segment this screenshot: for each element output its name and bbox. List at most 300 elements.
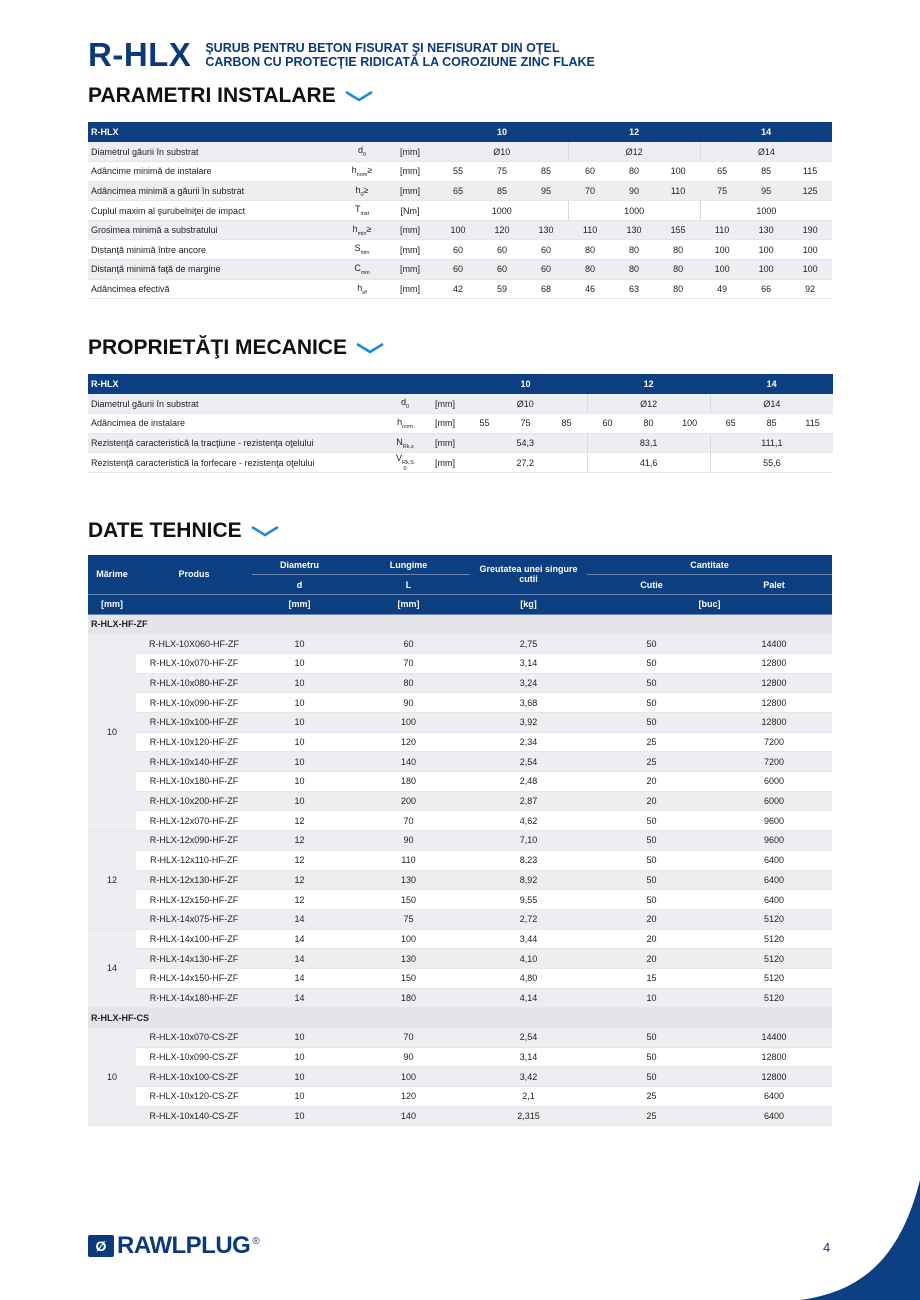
pallet-qty-cell: 5120 <box>716 929 832 949</box>
install-row-value: 60 <box>480 240 524 260</box>
symbol-comparator: ≥ <box>367 164 373 175</box>
table-row <box>88 693 832 713</box>
mech-row-value: Ø12 <box>587 394 710 414</box>
logo-mark: Ø <box>88 1235 114 1257</box>
box-qty-cell: 50 <box>587 870 716 890</box>
symbol-comparator: ≥ <box>363 184 369 195</box>
mech-row-label: Rezistenţă caracteristică la tracţiune - rezistenţa oţelului <box>88 433 384 453</box>
install-row-value: 75 <box>480 162 524 182</box>
mech-row-value: 80 <box>628 414 669 434</box>
install-row-value: 85 <box>744 162 788 182</box>
mech-row-symbol <box>384 394 426 414</box>
chevron-down-icon <box>344 89 374 103</box>
table-row <box>88 909 832 929</box>
box-qty-cell: 20 <box>587 791 716 811</box>
mech-row-value: Ø10 <box>464 394 587 414</box>
mech-row-value: 41,6 <box>587 453 710 473</box>
product-code-cell: R-HLX-10x200-HF-ZF <box>136 791 252 811</box>
length-cell: 100 <box>347 1067 470 1087</box>
mech-row-label: Rezistenţă caracteristică la forfecare - rezistenţa oţelului <box>88 453 384 473</box>
symbol-subscript: nom <box>402 423 413 430</box>
box-qty-cell: 50 <box>587 653 716 673</box>
length-cell: 140 <box>347 1106 470 1126</box>
tech-section-title <box>88 519 280 543</box>
pallet-qty-cell: 14400 <box>716 1028 832 1048</box>
install-row-label: Cuplul maxim al şurubelniţei de impact <box>88 201 340 221</box>
mech-row-value: 85 <box>546 414 587 434</box>
subtitle-line-2: CARBON CU PROTECŢIE RIDICATĂ LA COROZIUNE ZINC FLAKE <box>205 54 595 69</box>
pallet-qty-cell: 12800 <box>716 1047 832 1067</box>
weight-cell: 2,315 <box>470 1106 587 1126</box>
tech-unit-d: [mm] <box>252 594 347 614</box>
diameter-cell: 10 <box>252 1028 347 1048</box>
weight-cell: 8,92 <box>470 870 587 890</box>
length-cell: 60 <box>347 634 470 654</box>
diameter-cell: 12 <box>252 890 347 910</box>
box-qty-cell: 50 <box>587 850 716 870</box>
length-cell: 75 <box>347 909 470 929</box>
weight-cell: 3,14 <box>470 653 587 673</box>
table-row <box>88 1106 832 1126</box>
product-code-cell: R-HLX-10x070-HF-ZF <box>136 653 252 673</box>
mech-row <box>88 453 833 473</box>
product-code-cell: R-HLX-10x090-CS-ZF <box>136 1047 252 1067</box>
install-row-symbol <box>340 279 384 299</box>
install-row-value: Ø14 <box>700 142 832 162</box>
install-row <box>88 142 832 162</box>
mech-row <box>88 433 833 453</box>
length-cell: 180 <box>347 988 470 1008</box>
mech-row-unit: [mm] <box>426 394 464 414</box>
box-qty-cell: 25 <box>587 752 716 772</box>
install-row-value: 46 <box>568 279 612 299</box>
install-row <box>88 220 832 240</box>
table-row <box>88 713 832 733</box>
mech-row-value: 65 <box>710 414 751 434</box>
table-row <box>88 949 832 969</box>
symbol-subscript: 0 <box>362 151 367 158</box>
table-row <box>88 831 832 851</box>
diameter-cell: 10 <box>252 1067 347 1087</box>
rawlplug-logo <box>88 1232 260 1260</box>
tech-head-len: Lungime <box>347 555 470 575</box>
table-row <box>88 1067 832 1087</box>
install-row-value: 42 <box>436 279 480 299</box>
install-row-value: 95 <box>744 181 788 201</box>
weight-cell: 2,54 <box>470 752 587 772</box>
install-row-value: 55 <box>436 162 480 182</box>
table-row <box>88 890 832 910</box>
install-row-value: 49 <box>700 279 744 299</box>
length-cell: 90 <box>347 1047 470 1067</box>
mech-table <box>88 374 833 473</box>
product-code-cell: R-HLX-10x180-HF-ZF <box>136 772 252 792</box>
diameter-cell: 10 <box>252 713 347 733</box>
install-row-value: 70 <box>568 181 612 201</box>
mech-header-row <box>88 374 833 394</box>
table-row <box>88 791 832 811</box>
box-qty-cell: 25 <box>587 732 716 752</box>
diameter-cell: 10 <box>252 653 347 673</box>
table-row <box>88 1047 832 1067</box>
mech-title-text: PROPRIETĂŢI MECANICE <box>88 336 348 359</box>
box-qty-cell: 15 <box>587 968 716 988</box>
weight-cell: 3,14 <box>470 1047 587 1067</box>
install-row-value: 92 <box>788 279 832 299</box>
install-row-value: 60 <box>436 240 480 260</box>
length-cell: 110 <box>347 850 470 870</box>
length-cell: 130 <box>347 870 470 890</box>
install-row-value: 68 <box>524 279 568 299</box>
install-row-value: 100 <box>744 260 788 280</box>
mech-row-value: 60 <box>587 414 628 434</box>
length-cell: 90 <box>347 693 470 713</box>
diameter-cell: 14 <box>252 988 347 1008</box>
pallet-qty-cell: 6400 <box>716 870 832 890</box>
product-code-cell: R-HLX-12x070-HF-ZF <box>136 811 252 831</box>
weight-cell: 2,54 <box>470 1028 587 1048</box>
product-code-cell: R-HLX-14x100-HF-ZF <box>136 929 252 949</box>
install-row-value: 63 <box>612 279 656 299</box>
install-header-size-12: 12 <box>568 122 700 142</box>
diameter-cell: 10 <box>252 752 347 772</box>
mech-row-value: 85 <box>751 414 792 434</box>
product-code-cell: R-HLX-10x140-CS-ZF <box>136 1106 252 1126</box>
install-row-value: 80 <box>612 240 656 260</box>
diameter-cell: 10 <box>252 1047 347 1067</box>
weight-cell: 9,55 <box>470 890 587 910</box>
install-section-title <box>88 84 374 108</box>
symbol-subscript-2: 0 <box>403 466 407 473</box>
install-row-value: 1000 <box>568 201 700 221</box>
install-row-value: 80 <box>612 260 656 280</box>
weight-cell: 2,72 <box>470 909 587 929</box>
length-cell: 200 <box>347 791 470 811</box>
product-code-cell: R-HLX-12x150-HF-ZF <box>136 890 252 910</box>
product-code-cell: R-HLX-14x075-HF-ZF <box>136 909 252 929</box>
tech-header-units <box>88 594 832 614</box>
mech-header-size-10: 10 <box>464 374 587 394</box>
install-row-symbol <box>340 260 384 280</box>
symbol-letter: h <box>355 184 361 195</box>
pallet-qty-cell: 5120 <box>716 988 832 1008</box>
install-row-value: 85 <box>480 181 524 201</box>
box-qty-cell: 50 <box>587 1067 716 1087</box>
install-row <box>88 279 832 299</box>
pallet-qty-cell: 12800 <box>716 1067 832 1087</box>
symbol-subscript: Rk,s <box>402 443 414 450</box>
tech-head-weight: Greutatea unei singure cutii <box>470 555 587 594</box>
install-row-unit: [Nm] <box>384 201 436 221</box>
pallet-qty-cell: 9600 <box>716 831 832 851</box>
install-row-unit: [mm] <box>384 181 436 201</box>
symbol-subscript: min <box>360 250 370 257</box>
tech-unit-w: [kg] <box>470 594 587 614</box>
mech-row-symbol <box>384 414 426 434</box>
table-row <box>88 634 832 654</box>
symbol-letter: h <box>397 416 403 427</box>
weight-cell: 7,10 <box>470 831 587 851</box>
mech-row-symbol <box>384 433 426 453</box>
install-row <box>88 162 832 182</box>
symbol-subscript: min <box>360 269 370 276</box>
install-row-value: 130 <box>744 220 788 240</box>
tech-head-diam-sym: d <box>252 575 347 595</box>
logo-reg: ® <box>252 1235 260 1247</box>
table-row <box>88 1028 832 1048</box>
box-qty-cell: 20 <box>587 909 716 929</box>
box-qty-cell: 50 <box>587 634 716 654</box>
mech-row-unit: [mm] <box>426 414 464 434</box>
mech-row-label: Adâncimea de instalare <box>88 414 384 434</box>
pallet-qty-cell: 6400 <box>716 1106 832 1126</box>
mech-row-value: 83,1 <box>587 433 710 453</box>
diameter-cell: 14 <box>252 968 347 988</box>
symbol-letter: N <box>396 436 403 447</box>
install-row-unit: [mm] <box>384 142 436 162</box>
mech-row-value: 27,2 <box>464 453 587 473</box>
tech-unit-q: [buc] <box>587 594 832 614</box>
weight-cell: 3,44 <box>470 929 587 949</box>
install-row-value: 130 <box>524 220 568 240</box>
weight-cell: 2,34 <box>470 732 587 752</box>
install-row-label: Grosimea minimă a substratului <box>88 220 340 240</box>
install-row-symbol <box>340 162 384 182</box>
doc-header <box>88 38 595 71</box>
tech-head-qty: Cantitate <box>587 555 832 575</box>
install-row-value: 110 <box>700 220 744 240</box>
table-row <box>88 752 832 772</box>
pallet-qty-cell: 6400 <box>716 890 832 910</box>
symbol-subscript: nom <box>356 171 368 178</box>
symbol-letter: h <box>357 282 363 293</box>
box-qty-cell: 50 <box>587 673 716 693</box>
weight-cell: 2,1 <box>470 1087 587 1107</box>
weight-cell: 2,87 <box>470 791 587 811</box>
tech-table <box>88 555 832 1126</box>
page-number: 4 <box>823 1240 831 1255</box>
install-row-value: 80 <box>568 260 612 280</box>
weight-cell: 4,14 <box>470 988 587 1008</box>
symbol-subscript: 0 <box>360 191 364 198</box>
install-header-size-14: 14 <box>700 122 832 142</box>
tech-head-product: Produs <box>136 555 252 594</box>
subtitle-line-1: ŞURUB PENTRU BETON FISURAT ŞI NEFISURAT DIN OŢEL <box>205 40 560 55</box>
diameter-cell: 10 <box>252 1087 347 1107</box>
pallet-qty-cell: 7200 <box>716 732 832 752</box>
product-code-cell: R-HLX-10x100-HF-ZF <box>136 713 252 733</box>
length-cell: 150 <box>347 890 470 910</box>
install-row-value: 115 <box>788 162 832 182</box>
length-cell: 180 <box>347 772 470 792</box>
size-cell: 14 <box>88 929 136 1008</box>
install-row-value: 85 <box>524 162 568 182</box>
product-code-cell: R-HLX-10x090-HF-ZF <box>136 693 252 713</box>
install-row-value: 100 <box>436 220 480 240</box>
install-row <box>88 181 832 201</box>
install-row-value: 65 <box>436 181 480 201</box>
install-row-value: 100 <box>700 260 744 280</box>
install-row-value: 80 <box>656 279 700 299</box>
mech-row-label: Diametrul găurii în substrat <box>88 394 384 414</box>
install-row-value: 110 <box>568 220 612 240</box>
install-header-row <box>88 122 832 142</box>
install-row <box>88 260 832 280</box>
tech-unit-l: [mm] <box>347 594 470 614</box>
box-qty-cell: 50 <box>587 1028 716 1048</box>
pallet-qty-cell: 6000 <box>716 791 832 811</box>
product-code-cell: R-HLX-10x120-HF-ZF <box>136 732 252 752</box>
symbol-subscript: inst <box>360 210 370 217</box>
install-row-value: 80 <box>656 260 700 280</box>
install-row-value: 100 <box>656 162 700 182</box>
install-row-value: 90 <box>612 181 656 201</box>
symbol-subscript: min <box>357 230 367 237</box>
box-qty-cell: 50 <box>587 713 716 733</box>
weight-cell: 4,80 <box>470 968 587 988</box>
symbol-letter: h <box>351 164 357 175</box>
diameter-cell: 10 <box>252 1106 347 1126</box>
mech-row-value: 100 <box>669 414 710 434</box>
tech-head-size: Mărime <box>88 555 136 594</box>
diameter-cell: 10 <box>252 732 347 752</box>
install-row-symbol <box>340 201 384 221</box>
pallet-qty-cell: 5120 <box>716 949 832 969</box>
symbol-letter: C <box>354 262 361 273</box>
product-code-cell: R-HLX-14x180-HF-ZF <box>136 988 252 1008</box>
install-row-value: 1000 <box>436 201 568 221</box>
install-row-value: 59 <box>480 279 524 299</box>
weight-cell: 2,75 <box>470 634 587 654</box>
mech-row <box>88 414 833 434</box>
install-row-label: Adâncimea minimă a găurii în substrat <box>88 181 340 201</box>
install-row-value: 100 <box>788 260 832 280</box>
install-row-symbol <box>340 142 384 162</box>
install-row-value: 65 <box>700 162 744 182</box>
diameter-cell: 10 <box>252 634 347 654</box>
install-row-value: Ø12 <box>568 142 700 162</box>
box-qty-cell: 10 <box>587 988 716 1008</box>
table-row <box>88 732 832 752</box>
table-row <box>88 988 832 1008</box>
install-row-label: Distanţă minimă între ancore <box>88 240 340 260</box>
box-qty-cell: 50 <box>587 811 716 831</box>
install-row-value: 100 <box>788 240 832 260</box>
box-qty-cell: 25 <box>587 1106 716 1126</box>
install-header-label: R-HLX <box>88 122 436 142</box>
tech-head-pallet: Palet <box>716 575 832 595</box>
install-row-unit: [mm] <box>384 240 436 260</box>
install-row-label: Diametrul găurii în substrat <box>88 142 340 162</box>
tech-title-text: DATE TEHNICE <box>88 519 242 542</box>
product-subtitle <box>205 41 595 69</box>
symbol-letter: T <box>354 204 361 215</box>
pallet-qty-cell: 12800 <box>716 653 832 673</box>
product-code-cell: R-HLX-10x120-CS-ZF <box>136 1087 252 1107</box>
table-row <box>88 1087 832 1107</box>
install-header-size-10: 10 <box>436 122 568 142</box>
mech-row-value: 55,6 <box>710 453 833 473</box>
pallet-qty-cell: 9600 <box>716 811 832 831</box>
diameter-cell: 14 <box>252 909 347 929</box>
install-row-value: 155 <box>656 220 700 240</box>
install-row-value: 130 <box>612 220 656 240</box>
product-code-cell: R-HLX-10x100-CS-ZF <box>136 1067 252 1087</box>
symbol-letter: S <box>354 243 361 254</box>
pallet-qty-cell: 5120 <box>716 968 832 988</box>
install-row-unit: [mm] <box>384 260 436 280</box>
tech-head-diam: Diametru <box>252 555 347 575</box>
install-row-symbol <box>340 220 384 240</box>
length-cell: 70 <box>347 1028 470 1048</box>
logo-word: RAWLPLUG <box>117 1232 251 1259</box>
length-cell: 130 <box>347 949 470 969</box>
pallet-qty-cell: 5120 <box>716 909 832 929</box>
pallet-qty-cell: 14400 <box>716 634 832 654</box>
weight-cell: 2,48 <box>470 772 587 792</box>
symbol-letter: V <box>396 453 403 464</box>
mech-row-value: Ø14 <box>710 394 833 414</box>
mech-header-size-12: 12 <box>587 374 710 394</box>
symbol-comparator: ≥ <box>366 223 372 234</box>
table-group-header <box>88 1008 832 1028</box>
weight-cell: 3,92 <box>470 713 587 733</box>
install-row-value: 120 <box>480 220 524 240</box>
install-row-value: 95 <box>524 181 568 201</box>
pallet-qty-cell: 12800 <box>716 713 832 733</box>
length-cell: 100 <box>347 713 470 733</box>
weight-cell: 8,23 <box>470 850 587 870</box>
install-row-value: 190 <box>788 220 832 240</box>
symbol-letter: d <box>400 397 406 408</box>
install-row-symbol <box>340 240 384 260</box>
pallet-qty-cell: 6400 <box>716 850 832 870</box>
mech-header-size-14: 14 <box>710 374 833 394</box>
product-code-cell: R-HLX-14x130-HF-ZF <box>136 949 252 969</box>
product-code-cell: R-HLX-12x130-HF-ZF <box>136 870 252 890</box>
install-row-value: 80 <box>568 240 612 260</box>
install-row-value: 100 <box>700 240 744 260</box>
size-cell: 10 <box>88 1028 136 1126</box>
install-row-value: 80 <box>612 162 656 182</box>
install-row-value: 60 <box>524 240 568 260</box>
product-code: R-HLX <box>88 36 192 73</box>
size-cell: 10 <box>88 634 136 831</box>
box-qty-cell: 20 <box>587 929 716 949</box>
box-qty-cell: 50 <box>587 890 716 910</box>
mech-row-value: 55 <box>464 414 505 434</box>
box-qty-cell: 25 <box>587 1087 716 1107</box>
install-row-value: 110 <box>656 181 700 201</box>
table-row <box>88 653 832 673</box>
install-row-unit: [mm] <box>384 162 436 182</box>
install-row-value: 60 <box>524 260 568 280</box>
diameter-cell: 10 <box>252 673 347 693</box>
weight-cell: 4,10 <box>470 949 587 969</box>
table-row <box>88 929 832 949</box>
diameter-cell: 10 <box>252 693 347 713</box>
table-row <box>88 673 832 693</box>
symbol-subscript: ef <box>362 289 367 296</box>
symbol-subscript: Rk,S <box>402 460 414 467</box>
install-row-value: 66 <box>744 279 788 299</box>
tech-head-box: Cutie <box>587 575 716 595</box>
install-row-value: 60 <box>568 162 612 182</box>
size-cell: 12 <box>88 831 136 929</box>
install-row-value: 125 <box>788 181 832 201</box>
diameter-cell: 14 <box>252 949 347 969</box>
pallet-qty-cell: 6000 <box>716 772 832 792</box>
